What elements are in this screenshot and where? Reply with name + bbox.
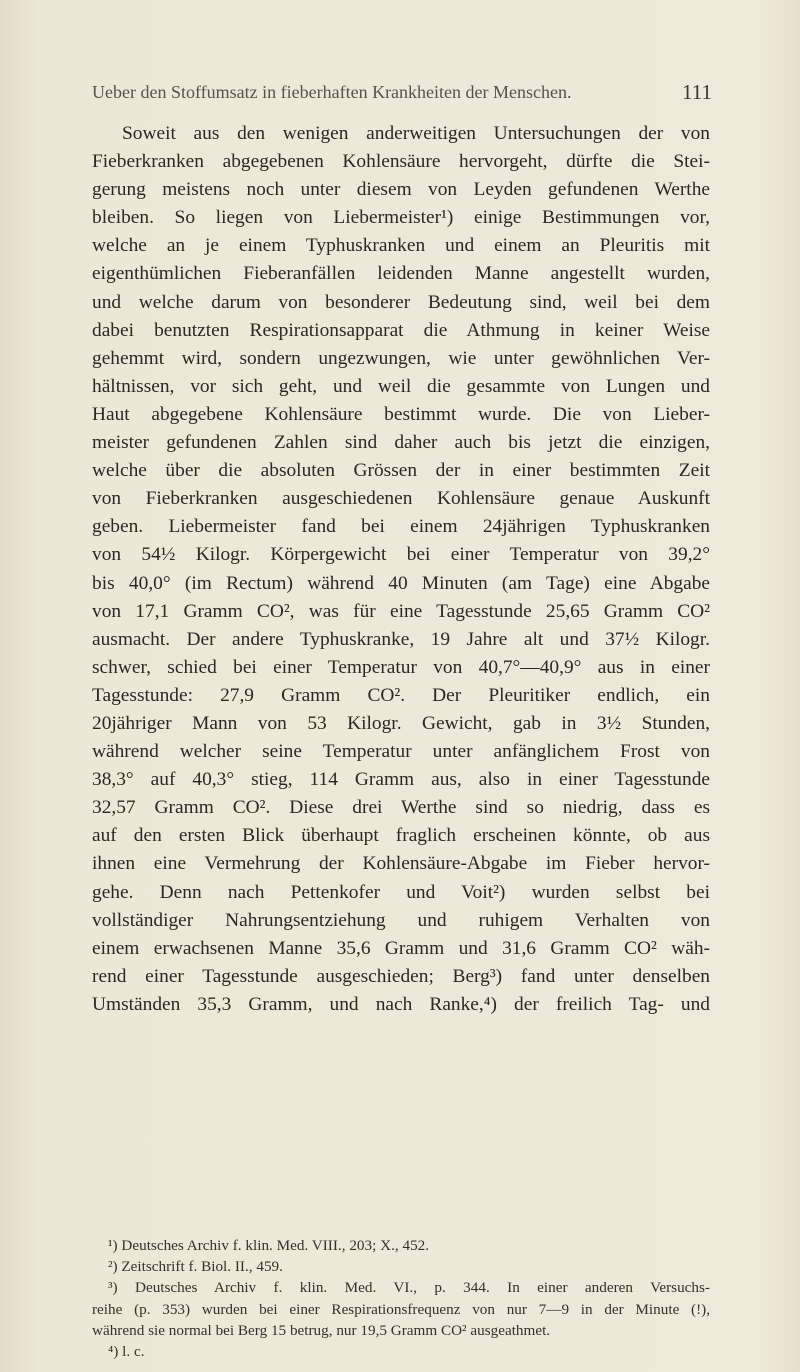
body-line: eigenthümlichen Fieberanfällen leidenden Manne angestellt wurden, [92, 263, 710, 285]
body-line: gerung meistens noch unter diesem von Leyden gefundenen Werthe [92, 179, 710, 201]
body-line: einem erwachsenen Manne 35,6 Gramm und 31,6 Gramm CO² wäh- [92, 937, 710, 959]
body-line: geben. Liebermeister fand bei einem 24jährigen Typhuskranken [92, 516, 710, 538]
body-line: Tagesstunde: 27,9 Gramm CO². Der Pleuritiker endlich, ein [92, 684, 710, 706]
body-line: gehemmt wird, sondern ungezwungen, wie unter gewöhnlichen Ver- [92, 347, 710, 369]
body-line: vollständiger Nahrungsentziehung und ruhigem Verhalten von [92, 909, 710, 931]
body-line: Umständen 35,3 Gramm, und nach Ranke,⁴) der freilich Tag- und [92, 993, 710, 1015]
footnotes [92, 1235, 710, 1362]
footnote-continuation: reihe (p. 353) wurden bei einer Respirationsfrequenz von nur 7—9 in der Minute (!), [92, 1300, 710, 1318]
body-line: meister gefundenen Zahlen sind daher auch bis jetzt die einzigen, [92, 432, 710, 454]
body-line: von Fieberkranken ausgeschiedenen Kohlensäure genaue Auskunft [92, 488, 710, 510]
body-line: Haut abgegebene Kohlensäure bestimmt wurde. Die von Lieber- [92, 403, 710, 425]
body-text [92, 120, 710, 1019]
body-line: während welcher seine Temperatur unter anfänglichem Frost von [92, 741, 710, 763]
footnote: ⁴) l. c. [108, 1342, 145, 1360]
body-line: von 17,1 Gramm CO², was für eine Tagesstunde 25,65 Gramm CO² [92, 600, 710, 622]
running-title: Ueber den Stoffumsatz in fieberhaften Krankheiten der Menschen. [92, 82, 572, 102]
body-line: und welche darum von besonderer Bedeutung sind, weil bei dem [92, 291, 710, 313]
body-line: dabei benutzten Respirationsapparat die Athmung in keiner Weise [92, 319, 710, 341]
body-line: bleiben. So liegen von Liebermeister¹) einige Bestimmungen vor, [92, 207, 710, 229]
body-line: welche über die absoluten Grössen der in einer bestimmten Zeit [92, 460, 710, 482]
page-number: 111 [682, 80, 712, 104]
body-line: bis 40,0° (im Rectum) während 40 Minuten (am Tage) eine Abgabe [92, 572, 710, 594]
footnote: ³) Deutsches Archiv f. klin. Med. VI., p. 344. In einer anderen Versuchs- [108, 1279, 710, 1297]
body-line: welche an je einem Typhuskranken und einem an Pleuritis mit [92, 235, 710, 257]
footnote-continuation: während sie normal bei Berg 15 betrug, nur 19,5 Gramm CO² ausgeathmet. [92, 1321, 551, 1339]
body-line: hältnissen, vor sich geht, und weil die gesammte von Lungen und [92, 375, 710, 397]
body-line: gehe. Denn nach Pettenkofer und Voit²) wurden selbst bei [92, 881, 710, 903]
body-line: von 54½ Kilogr. Körpergewicht bei einer Temperatur von 39,2° [92, 544, 710, 566]
body-line: ihnen eine Vermehrung der Kohlensäure-Abgabe im Fieber hervor- [92, 853, 710, 875]
body-line: Soweit aus den wenigen anderweitigen Untersuchungen der von [122, 123, 710, 144]
body-line: ausmacht. Der andere Typhuskranke, 19 Jahre alt und 37½ Kilogr. [92, 628, 710, 650]
footnote: ¹) Deutsches Archiv f. klin. Med. VIII., 203; X., 452. [108, 1237, 430, 1254]
body-line: 32,57 Gramm CO². Diese drei Werthe sind so niedrig, dass es [92, 797, 710, 819]
body-line: auf den ersten Blick überhaupt fraglich erscheinen könnte, ob aus [92, 825, 710, 847]
footnote: ²) Zeitschrift f. Biol. II., 459. [108, 1258, 283, 1276]
body-line: schwer, schied bei einer Temperatur von 40,7°—40,9° aus in einer [92, 656, 710, 678]
body-line: Fieberkranken abgegebenen Kohlensäure hervorgeht, dürfte die Stei- [92, 151, 710, 173]
running-header [92, 82, 712, 112]
body-line: rend einer Tagesstunde ausgeschieden; Berg³) fand unter denselben [92, 965, 710, 987]
body-line: 20jähriger Mann von 53 Kilogr. Gewicht, gab in 3½ Stunden, [92, 712, 710, 734]
body-line: 38,3° auf 40,3° stieg, 114 Gramm aus, also in einer Tagesstunde [92, 769, 710, 791]
